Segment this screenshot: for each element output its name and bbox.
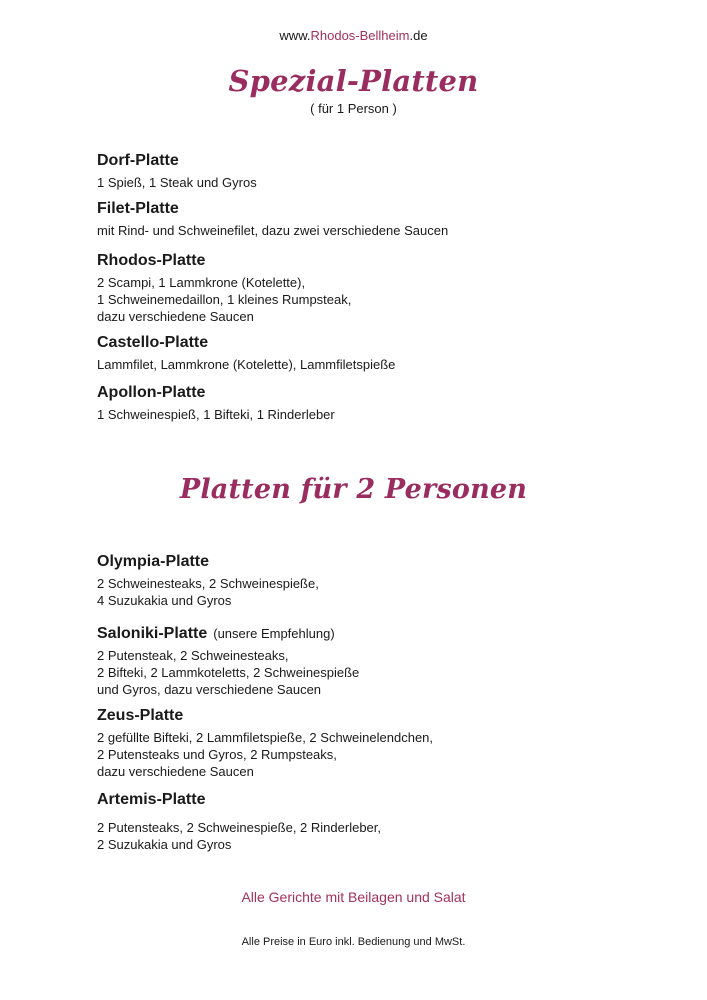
menu-item-name bbox=[97, 706, 657, 726]
menu-item-description: 2 Scampi, 1 Lammkrone (Kotelette), 1 Schweinemedaillon, 1 kleines Rumpsteak, dazu verschiedene Saucen bbox=[97, 275, 352, 324]
section-title-platters-for-two: Platten für 2 Personen bbox=[179, 474, 528, 505]
menu-item-name-text: Zeus-Platte bbox=[97, 707, 184, 724]
section-subtitle: ( für 1 Person ) bbox=[310, 101, 397, 116]
menu-item-name: Filet-Platte bbox=[97, 200, 179, 217]
price-disclaimer: Alle Preise in Euro inkl. Bedienung und MwSt. bbox=[241, 936, 466, 948]
url-prefix: www. bbox=[279, 28, 311, 43]
menu-item-description: 1 Schweinespieß, 1 Bifteki, 1 Rinderleber bbox=[97, 407, 335, 422]
menu-item bbox=[97, 199, 657, 239]
section-title-special-platters: Spezial-Platten bbox=[228, 64, 479, 98]
menu-item-description: 2 gefüllte Bifteki, 2 Lammfiletspieße, 2 Schweinelendchen, 2 Putensteaks und Gyros, 2 Rumpsteaks, dazu verschiedene Saucen bbox=[97, 730, 434, 779]
menu-item-name: Dorf-Platte bbox=[97, 152, 179, 169]
menu-item bbox=[97, 552, 657, 609]
menu-item-name: Rhodos-Platte bbox=[97, 252, 206, 269]
menu-item-description: 2 Putensteak, 2 Schweinesteaks, 2 Bifteki, 2 Lammkoteletts, 2 Schweinespieße und Gyros, dazu verschiedene Saucen bbox=[97, 648, 360, 697]
menu-item bbox=[97, 790, 657, 853]
url-suffix: .de bbox=[409, 28, 428, 43]
menu-item-name-text: Saloniki-Platte bbox=[97, 625, 208, 642]
menu-item-description: 1 Spieß, 1 Steak und Gyros bbox=[97, 175, 257, 190]
website-url[interactable] bbox=[0, 28, 707, 43]
recommendation-note: (unsere Empfehlung) bbox=[213, 626, 335, 641]
menu-item-name: Apollon-Platte bbox=[97, 384, 206, 401]
menu-item bbox=[97, 251, 657, 325]
menu-item bbox=[97, 706, 657, 780]
menu-item-name bbox=[97, 624, 657, 644]
menu-item-description: mit Rind- und Schweinefilet, dazu zwei verschiedene Saucen bbox=[97, 223, 449, 238]
menu-item-description: 2 Schweinesteaks, 2 Schweinespieße, 4 Suzukakia und Gyros bbox=[97, 576, 319, 608]
menu-item bbox=[97, 333, 657, 373]
menu-item bbox=[97, 383, 657, 423]
menu-item bbox=[97, 624, 657, 698]
menu-item-name-text: Olympia-Platte bbox=[97, 553, 210, 570]
menu-item-name: Castello-Platte bbox=[97, 334, 209, 351]
menu-item-description: 2 Putensteaks, 2 Schweinespieße, 2 Rinderleber, 2 Suzukakia und Gyros bbox=[97, 820, 382, 852]
menu-item bbox=[97, 151, 657, 191]
menu-item-name bbox=[97, 790, 657, 810]
url-brand: Rhodos-Bellheim bbox=[310, 28, 410, 43]
menu-item-name bbox=[97, 552, 657, 572]
menu-item-name-text: Artemis-Platte bbox=[97, 791, 206, 808]
menu-item-description: Lammfilet, Lammkrone (Kotelette), Lammfiletspieße bbox=[97, 357, 396, 372]
side-dishes-note: Alle Gerichte mit Beilagen und Salat bbox=[241, 889, 466, 905]
